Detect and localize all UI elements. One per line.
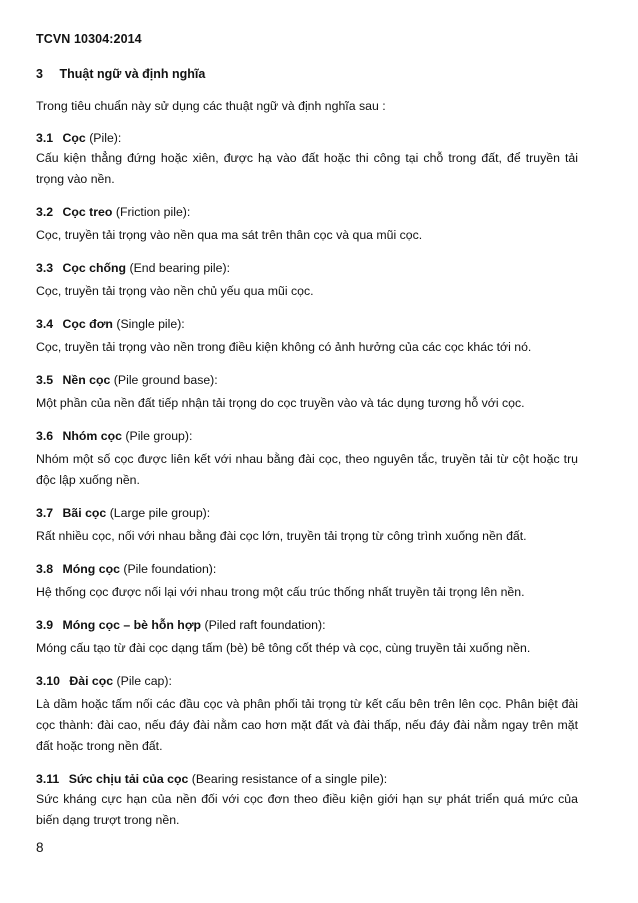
term-name: Sức chịu tải của cọc — [68, 772, 189, 786]
term-english: (Single pile): — [116, 317, 185, 331]
term-english: (Bearing resistance of a single pile): — [191, 772, 388, 786]
term-name: Cọc đơn — [62, 317, 113, 331]
term-definition: Rất nhiều cọc, nối với nhau bằng đài cọc lớn, truyền tải trọng từ công trình xuống nền đất. — [36, 529, 527, 543]
term-3-9 — [36, 615, 578, 659]
term-english: (Pile foundation): — [123, 562, 217, 576]
term-name: Đài cọc — [69, 674, 114, 688]
term-3-5 — [36, 370, 578, 414]
page-number: 8 — [36, 840, 44, 855]
term-heading — [36, 559, 578, 579]
term-definition: Cọc, truyền tải trọng vào nền trong điều kiện không có ảnh hưởng của các cọc khác tới nó. — [36, 340, 532, 354]
term-heading — [36, 503, 578, 523]
term-heading — [36, 128, 578, 148]
term-english: (Pile cap): — [116, 674, 172, 688]
term-number: 3.1 — [36, 131, 54, 145]
term-3-2 — [36, 202, 578, 246]
term-english: (Piled raft foundation): — [204, 618, 326, 632]
term-number: 3.11 — [36, 772, 60, 786]
term-3-1 — [36, 128, 578, 190]
term-3-10 — [36, 671, 578, 757]
term-name: Cọc treo — [62, 205, 113, 219]
term-name: Cọc chống — [62, 261, 127, 275]
term-number: 3.9 — [36, 618, 54, 632]
term-definition: Nhóm một số cọc được liên kết với nhau bằng đài cọc, theo nguyên tắc, truyền tải từ cột hoặc trụ độc lập xuống nền. — [36, 452, 578, 487]
term-heading — [36, 769, 578, 789]
term-name: Bãi cọc — [62, 506, 107, 520]
term-english: (Friction pile): — [115, 205, 191, 219]
term-3-11 — [36, 769, 578, 831]
term-number: 3.7 — [36, 506, 54, 520]
intro-paragraph: Trong tiêu chuẩn này sử dụng các thuật ngữ và định nghĩa sau : — [36, 99, 386, 113]
document-header: TCVN 10304:2014 — [36, 32, 142, 46]
term-name: Nhóm cọc — [62, 429, 122, 443]
term-english: (End bearing pile): — [129, 261, 230, 275]
term-definition: Một phần của nền đất tiếp nhận tải trọng do cọc truyền vào và tác dụng tương hỗ với cọc. — [36, 396, 525, 410]
term-definition: Hệ thống cọc được nối lại với nhau trong một cấu trúc thống nhất truyền tải trọng lên nền. — [36, 585, 525, 599]
term-number: 3.2 — [36, 205, 54, 219]
term-english: (Pile): — [89, 131, 122, 145]
document-body — [36, 96, 578, 843]
term-heading — [36, 370, 578, 390]
term-english: (Pile ground base): — [113, 373, 218, 387]
term-english: (Pile group): — [125, 429, 193, 443]
term-heading — [36, 202, 578, 222]
term-definition: Là dầm hoặc tấm nối các đầu cọc và phân phối tải trọng từ kết cấu bên trên lên cọc. Phân biệt đài cọc thành: đài cao, nếu đáy đài nằm cao hơn mặt đất và đài thấp, nếu đáy đài nằm ngay trên mặt đất hoặc trong nền đất. — [36, 697, 578, 753]
term-3-6 — [36, 426, 578, 491]
term-number: 3.5 — [36, 373, 54, 387]
term-name: Cọc — [62, 131, 86, 145]
section-heading — [36, 67, 205, 81]
term-definition: Cọc, truyền tải trọng vào nền chủ yếu qua mũi cọc. — [36, 284, 314, 298]
term-number: 3.6 — [36, 429, 54, 443]
term-heading — [36, 615, 578, 635]
term-number: 3.4 — [36, 317, 54, 331]
section-title: Thuật ngữ và định nghĩa — [59, 67, 206, 81]
term-definition: Cấu kiện thẳng đứng hoặc xiên, được hạ vào đất hoặc thi công tại chỗ trong đất, để truyền tải trọng vào nền. — [36, 151, 578, 186]
term-definition: Cọc, truyền tải trọng vào nền qua ma sát trên thân cọc và qua mũi cọc. — [36, 228, 423, 242]
term-english: (Large pile group): — [109, 506, 211, 520]
term-number: 3.8 — [36, 562, 54, 576]
term-3-4 — [36, 314, 578, 358]
term-3-3 — [36, 258, 578, 302]
term-name: Móng cọc – bè hỗn hợp — [62, 618, 202, 632]
term-heading — [36, 671, 578, 691]
term-definition: Sức kháng cực hạn của nền đối với cọc đơn theo điều kiện giới hạn sự phát triển quá mức của biến dạng trượt trong nền. — [36, 792, 578, 827]
section-number: 3 — [36, 67, 43, 81]
term-3-8 — [36, 559, 578, 603]
term-number: 3.10 — [36, 674, 60, 688]
term-number: 3.3 — [36, 261, 54, 275]
term-heading — [36, 314, 578, 334]
term-3-7 — [36, 503, 578, 547]
term-heading — [36, 258, 578, 278]
term-name: Móng cọc — [62, 562, 120, 576]
term-heading — [36, 426, 578, 446]
term-name: Nền cọc — [62, 373, 111, 387]
term-definition: Móng cấu tạo từ đài cọc dạng tấm (bè) bê tông cốt thép và cọc, cùng truyền tải xuống nền. — [36, 641, 531, 655]
